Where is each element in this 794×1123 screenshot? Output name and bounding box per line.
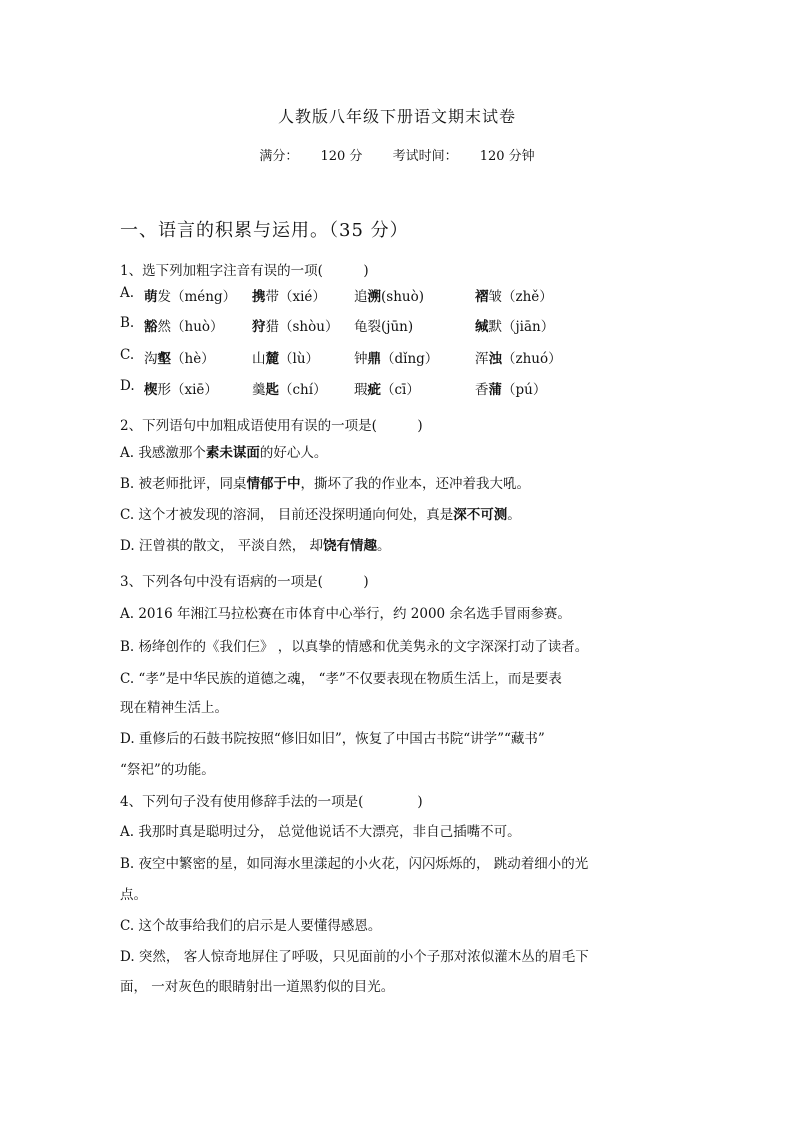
q2-option-d: D. 汪曾祺的散文， 平淡自然， 却饶有情趣。 xyxy=(120,538,391,554)
q3-option-c-line2: 现在精神生活上。 xyxy=(120,700,228,716)
q1-option-item: 萌发（méng） xyxy=(144,289,237,305)
q4-option-c: C. 这个故事给我们的启示是人要懂得感恩。 xyxy=(120,918,382,934)
q1-option-item: 豁然（huò） xyxy=(144,319,224,335)
exam-time-value: 120 分钟 xyxy=(479,149,535,164)
q2-option-a: A. 我感激那个素未谋面的好心人。 xyxy=(120,445,328,461)
q1-option-item: 山麓（lù） xyxy=(252,351,320,367)
q1-option-label: B. xyxy=(120,315,135,331)
q3-option-c-line1: C. “孝”是中华民族的道德之魂， “孝”不仅要表现在物质生活上，而是要表 xyxy=(120,671,562,687)
q3-option-b: B. 杨绛创作的《我们仨》 ，以真挚的情感和优美隽永的文字深深打动了读者。 xyxy=(120,639,589,655)
q1-stem: 1、选下列加粗字注音有误的一项( ) xyxy=(120,263,369,279)
q1-option-label: A. xyxy=(120,285,135,301)
q1-option-item: 瑕疵（cī） xyxy=(354,382,420,398)
q1-option-label: D. xyxy=(120,378,135,394)
exam-time-label: 考试时间： xyxy=(392,149,458,164)
exam-title: 人教版八年级下册语文期末试卷 xyxy=(277,107,516,126)
q1-option-item: 龟裂(jūn) xyxy=(354,319,414,335)
q1-option-item: 楔形（xiē） xyxy=(144,382,218,398)
q1-option-item: 浑浊（zhuó） xyxy=(475,351,562,367)
q1-option-item: 羹匙（chí） xyxy=(252,382,327,398)
q1-option-item: 携带（xié） xyxy=(252,289,326,305)
q1-option-item: 沟壑（hè） xyxy=(144,351,215,367)
q2-option-c: C. 这个才被发现的溶洞， 目前还没探明通向何处，真是深不可测。 xyxy=(120,507,521,523)
q3-stem: 3、下列各句中没有语病的一项是( ) xyxy=(120,574,369,590)
q1-option-label: C. xyxy=(120,347,135,363)
q2-stem: 2、下列语句中加粗成语使用有误的一项是( ) xyxy=(120,418,423,434)
q1-option-item: 钟鼎（dǐng） xyxy=(354,351,439,367)
q4-option-b-line2: 点。 xyxy=(120,887,147,903)
q3-option-a: A. 2016 年湘江马拉松赛在市体育中心举行，约 2000 余名选手冒雨参赛。 xyxy=(120,606,571,622)
q4-stem: 4、下列句子没有使用修辞手法的一项是( ) xyxy=(120,794,423,810)
q1-option-item: 追溯(shuò) xyxy=(354,289,424,305)
q1-option-item: 香蒲（pú） xyxy=(475,382,547,398)
q3-option-d-line2: “祭祀”的功能。 xyxy=(120,762,215,778)
full-score-label: 满分： xyxy=(259,149,299,164)
full-score-value: 120 分 xyxy=(320,149,363,164)
q4-option-d-line1: D. 突然， 客人惊奇地屏住了呼吸，只见面前的小个子那对浓似灌木丛的眉毛下 xyxy=(120,949,589,965)
exam-meta xyxy=(0,145,794,164)
q1-option-item: 褶皱（zhě） xyxy=(475,289,553,305)
q4-option-a: A. 我那时真是聪明过分， 总觉他说话不大漂亮，非自己插嘴不可。 xyxy=(120,824,521,840)
q1-option-item: 缄默（jiān） xyxy=(475,319,555,335)
section-heading: 一、语言的积累与运用。（35 分） xyxy=(120,220,409,241)
q1-option-item: 狩猎（shòu） xyxy=(252,319,339,335)
q2-option-b: B. 被老师批评，同桌情郁于中，撕坏了我的作业本，还冲着我大吼。 xyxy=(120,476,531,492)
q3-option-d-line1: D. 重修后的石鼓书院按照“修旧如旧”，恢复了中国古书院“讲学”“藏书” xyxy=(120,731,545,747)
q4-option-d-line2: 面， 一对灰色的眼睛射出一道黑豹似的目光。 xyxy=(120,979,395,995)
q4-option-b-line1: B. 夜空中繁密的星，如同海水里漾起的小火花，闪闪烁烁的， 跳动着细小的光 xyxy=(120,856,589,872)
